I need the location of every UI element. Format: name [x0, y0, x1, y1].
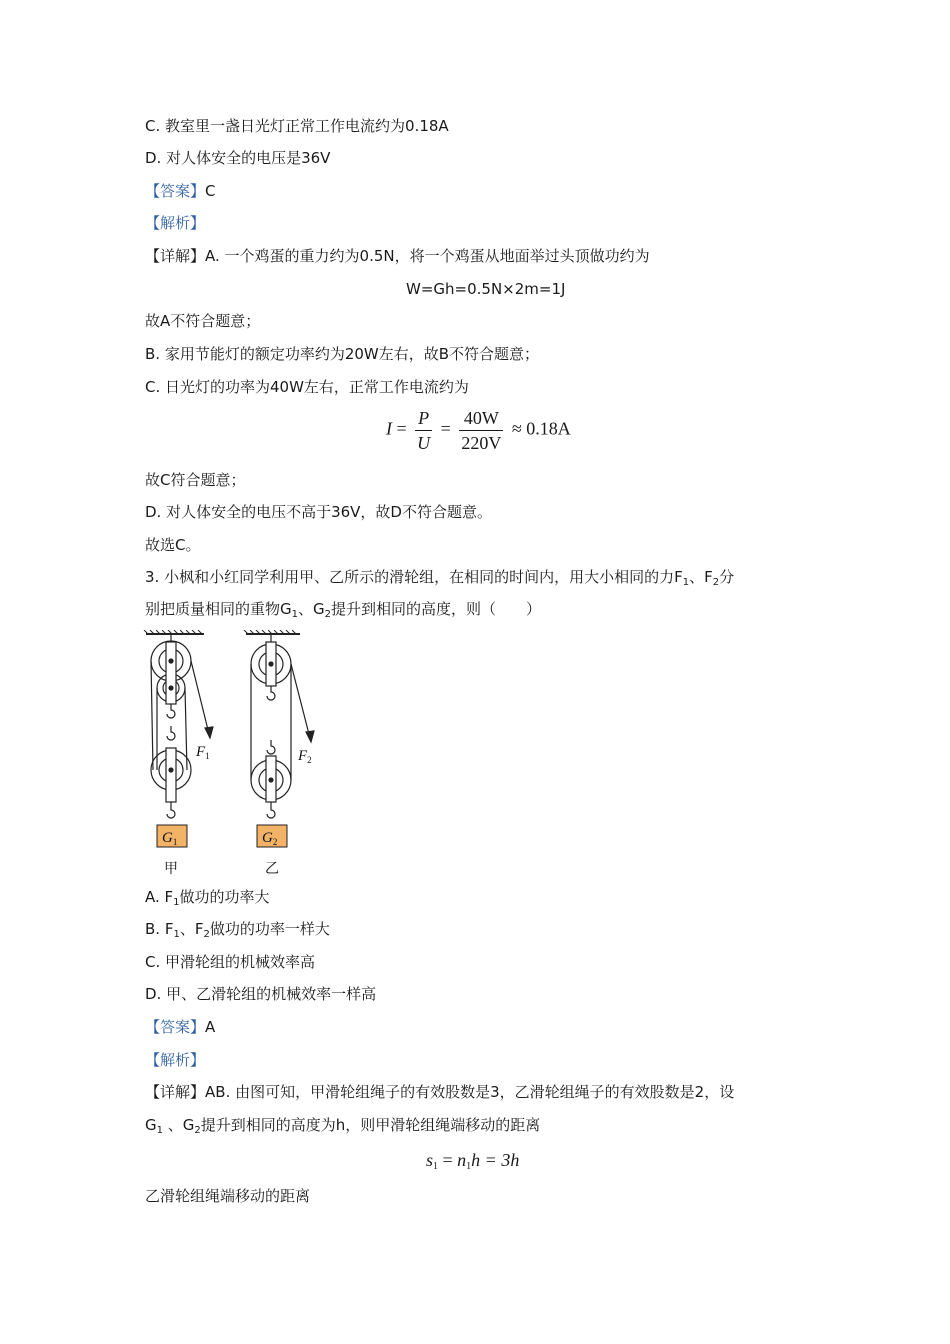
fraction-den: 220V — [461, 433, 502, 453]
pulley-figure — [140, 630, 340, 880]
q3-option-b: B. $F_1$、$F_2$做功的功率一样大 — [145, 920, 330, 940]
q3-answer-tag: 【答案】 — [145, 1018, 206, 1036]
q3-stem-line2: 别把质量相同的重物$G_1$、$G_2$提升到相同的高度，则（ ） — [145, 600, 542, 620]
fraction-num: 40W — [459, 408, 503, 431]
formula-current: I = $\frac{P}{U}$ = $\frac{40W}{220V}$ ≈ 0.18A — [386, 408, 571, 453]
option-c-line: C. 教室里一盏日光灯正常工作电流约为0.18A — [145, 117, 449, 135]
q3-answer-value: A — [205, 1018, 216, 1036]
formula-result: ≈ 0.18A — [511, 418, 571, 439]
fraction-p: P — [415, 408, 432, 431]
label-yi: 乙 — [265, 861, 279, 877]
option-d-analysis: D. 对人体安全的电压不高于36V，故D不符合题意。 — [145, 503, 492, 521]
q3-detail-tag: 【详解】 — [145, 1083, 206, 1101]
formula-i-lhs: I — [386, 418, 392, 439]
answer-line — [145, 181, 216, 201]
label-f2: $F_2$ — [298, 748, 312, 765]
pulley-jia-icon — [144, 630, 213, 818]
q3-option-d: D. 甲、乙滑轮组的机械效率一样高 — [145, 985, 377, 1003]
q3-answer-line — [145, 1017, 215, 1037]
detail-tag: 【详解】 — [145, 247, 206, 265]
q3-option-c: C. 甲滑轮组的机械效率高 — [145, 953, 316, 971]
label-f1: $F_1$ — [196, 744, 210, 761]
formula-work: W=Gh=0.5N×2m=1J — [406, 280, 566, 298]
q3-detail-line1: 【详解】AB. 由图可知，甲滑轮组绳子的有效股数是3，乙滑轮组绳子的有效股数是2，设 — [145, 1083, 735, 1101]
q3-option-a: A. $F_1$做功的功率大 — [145, 888, 270, 908]
q3-stem-line1: 3. 小枫和小红同学利用甲、乙所示的滑轮组，在相同的时间内，用大小相同的力$F_1$、$F_2$分 — [145, 568, 735, 588]
q3-analysis-tag: 【解析】 — [145, 1051, 206, 1069]
label-g2: $G_2$ — [262, 830, 278, 847]
fraction-u: U — [417, 433, 431, 453]
q3-detail-line2: $G_1$ 、$G_2$提升到相同的高度为h，则甲滑轮组绳端移动的距离 — [145, 1116, 541, 1136]
answer-tag: 【答案】 — [145, 182, 206, 200]
option-b-analysis: B. 家用节能灯的额定功率约为20W左右，故B不符合题意； — [145, 345, 540, 363]
pulley-yi-icon — [244, 630, 314, 818]
label-jia: 甲 — [164, 861, 178, 877]
choose-line: 故选C。 — [145, 536, 201, 554]
answer-value: C — [205, 182, 216, 200]
analysis-tag: 【解析】 — [145, 214, 206, 232]
not-a-line: 故A不符合题意； — [145, 312, 261, 330]
option-d-line: D. 对人体安全的电压是36V — [145, 149, 331, 167]
fraction-values — [459, 408, 503, 453]
detail-text: A. 一个鸡蛋的重力约为0.5N，将一个鸡蛋从地面举过头顶做功约为 — [205, 247, 650, 265]
label-g1: $G_1$ — [162, 830, 178, 847]
formula-distance: $s_1 = n_1h = 3h$ — [426, 1150, 520, 1172]
fraction-pu — [415, 408, 432, 453]
c-conclusion: 故C符合题意； — [145, 471, 246, 489]
q3-yi-line: 乙滑轮组绳端移动的距离 — [145, 1187, 311, 1205]
option-c-analysis: C. 日光灯的功率为40W左右，正常工作电流约为 — [145, 378, 469, 396]
detail-line — [145, 246, 650, 266]
